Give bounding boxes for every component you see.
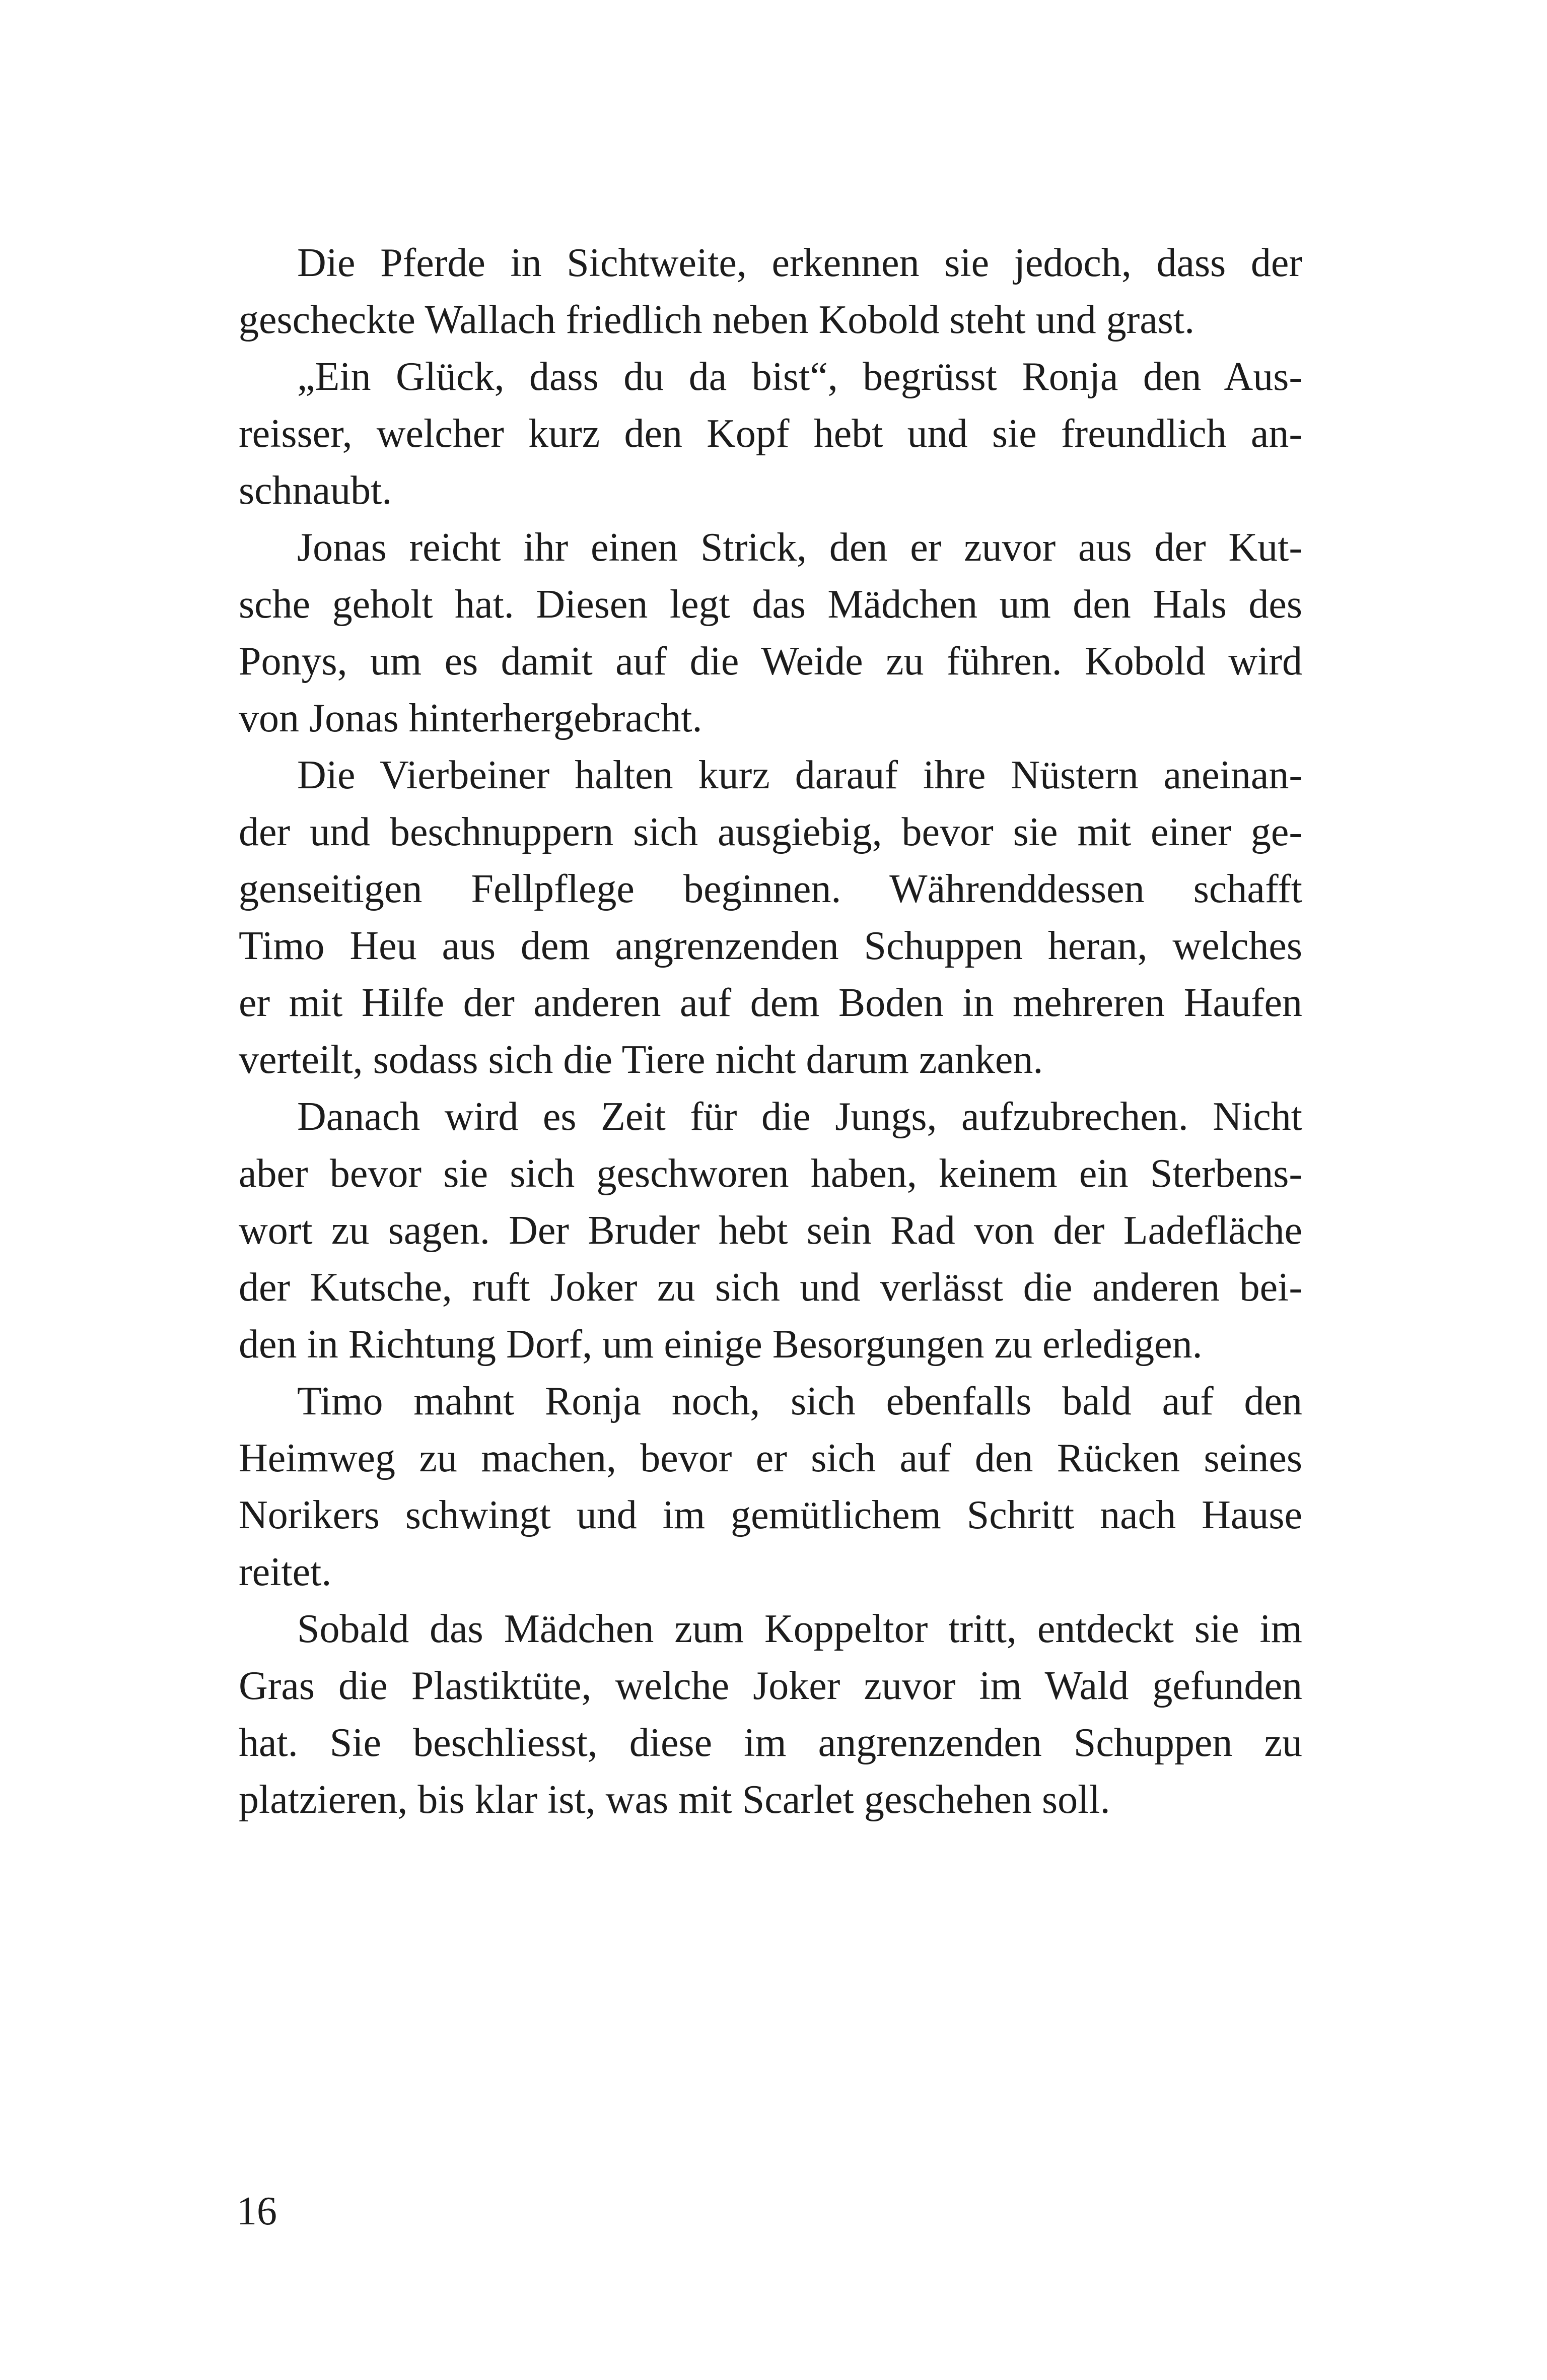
text-line: Timo mahnt Ronja noch, sich ebenfalls bald auf den [297,1379,1302,1423]
text-line: der Kutsche, ruft Joker zu sich und verlässt die anderen bei- [239,1265,1302,1310]
text-line: genseitigen Fellpflege beginnen. Währenddessen schafft [239,867,1302,911]
paragraph [239,1601,1302,1828]
text-line: verteilt, sodass sich die Tiere nicht darum zanken. [239,1038,1043,1082]
text-line: aber bevor sie sich geschworen haben, keinem ein Sterbens- [239,1151,1302,1196]
paragraph [239,519,1302,747]
text-line: Die Pferde in Sichtweite, erkennen sie jedoch, dass der [297,241,1302,285]
text-line: Timo Heu aus dem angrenzenden Schuppen heran, welches [239,924,1302,968]
text-line: Norikers schwingt und im gemütlichem Schritt nach Hause [239,1493,1302,1537]
text-line: Jonas reicht ihr einen Strick, den er zuvor aus der Kut- [297,525,1302,570]
text-line: er mit Hilfe der anderen auf dem Boden in mehreren Haufen [239,981,1302,1025]
body-text [239,235,1302,1828]
text-line: Heimweg zu machen, bevor er sich auf den Rücken seines [239,1436,1302,1480]
paragraph [239,747,1302,1089]
text-line: der und beschnuppern sich ausgiebig, bevor sie mit einer ge- [239,810,1302,854]
text-line: gescheckte Wallach friedlich neben Kobold steht und grast. [239,298,1195,342]
text-line: Sobald das Mädchen zum Koppeltor tritt, entdeckt sie im [297,1607,1302,1651]
text-line: sche geholt hat. Diesen legt das Mädchen um den Hals des [239,582,1302,627]
text-line: von Jonas hinterhergebracht. [239,696,702,740]
text-line: Danach wird es Zeit für die Jungs, aufzubrechen. Nicht [297,1095,1302,1139]
text-line: den in Richtung Dorf, um einige Besorgungen zu erledigen. [239,1322,1203,1367]
paragraph [239,349,1302,519]
paragraph [239,1089,1302,1373]
page-number: 16 [237,2189,277,2233]
text-line: schnaubt. [239,468,392,513]
text-line: Die Vierbeiner halten kurz darauf ihre Nüstern aneinan- [297,753,1302,797]
text-line: reisser, welcher kurz den Kopf hebt und sie freundlich an- [239,412,1302,456]
text-line: platzieren, bis klar ist, was mit Scarlet geschehen soll. [239,1778,1110,1822]
paragraph [239,235,1302,349]
text-line: hat. Sie beschliesst, diese im angrenzenden Schuppen zu [239,1721,1302,1765]
text-line: Gras die Plastiktüte, welche Joker zuvor im Wald gefunden [239,1664,1302,1708]
text-line: wort zu sagen. Der Bruder hebt sein Rad von der Ladefläche [239,1208,1302,1253]
text-line: reitet. [239,1550,332,1594]
paragraph [239,1373,1302,1601]
text-line: „Ein Glück, dass du da bist“, begrüsst Ronja den Aus- [297,355,1302,399]
text-line: Ponys, um es damit auf die Weide zu führen. Kobold wird [239,639,1302,684]
